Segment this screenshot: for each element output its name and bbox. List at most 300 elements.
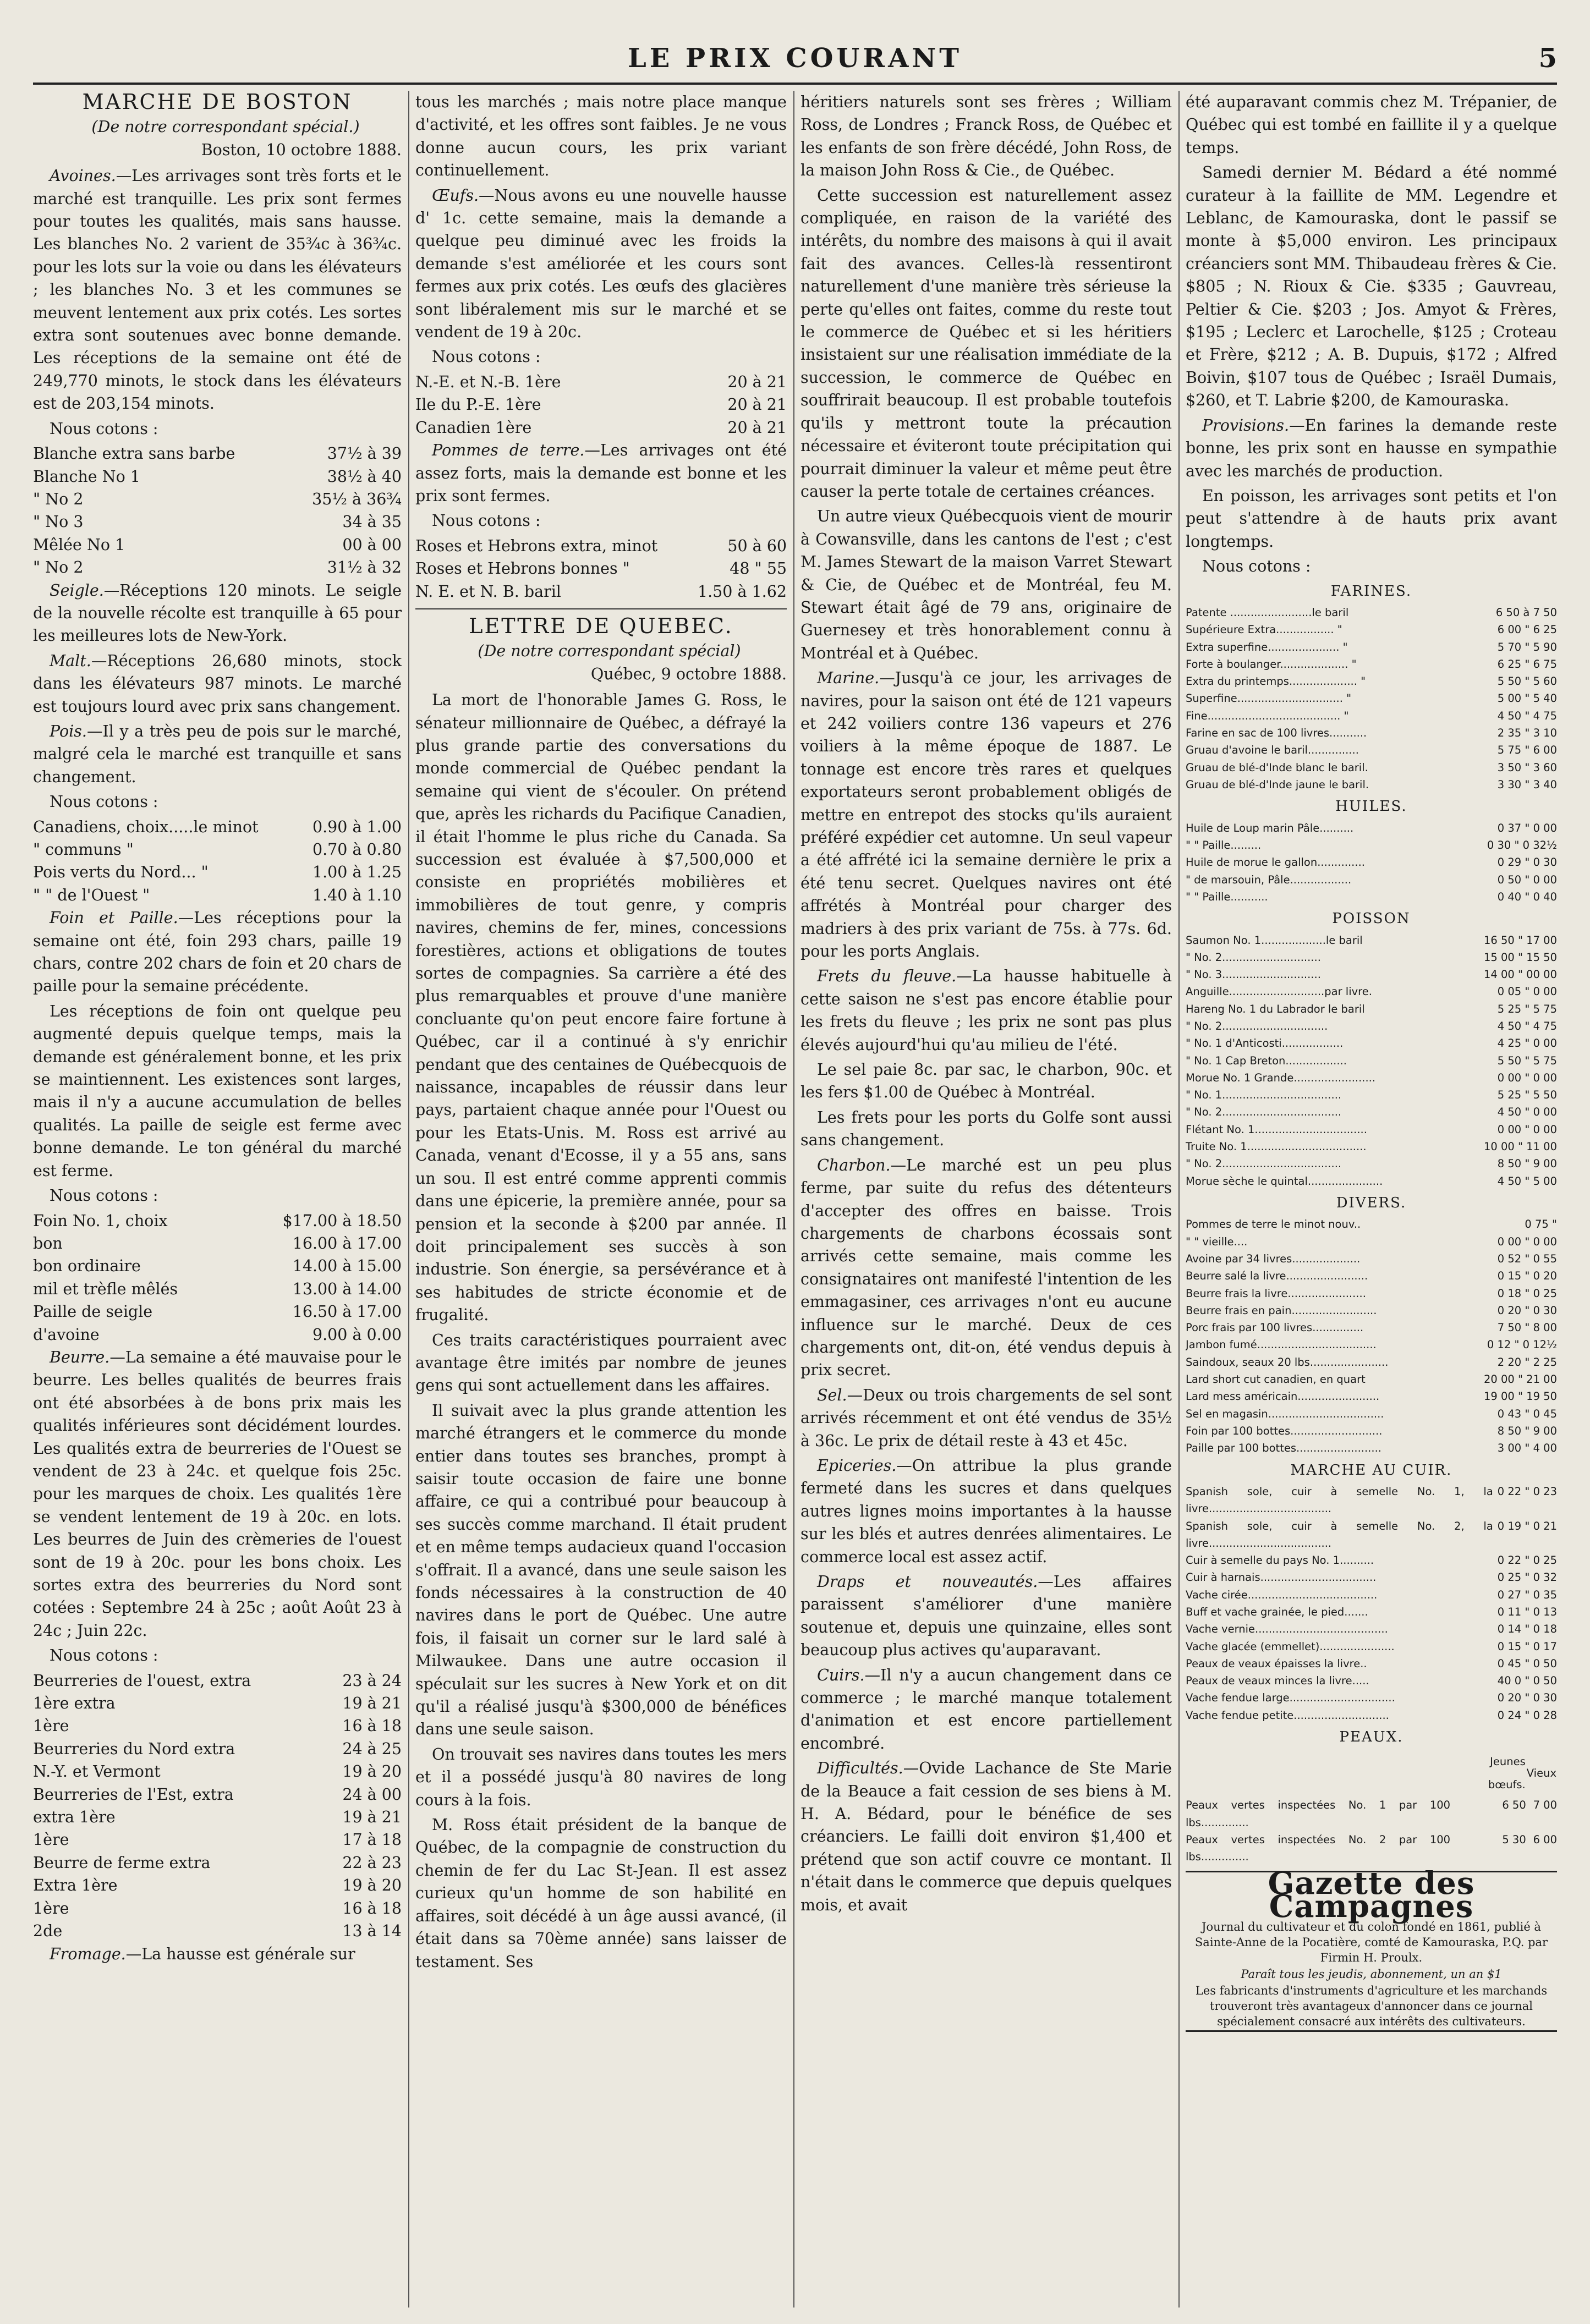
- price-value: 6 00 " 6 25: [1497, 623, 1557, 636]
- price-value: 16.00 à 17.00: [292, 1234, 402, 1252]
- price-value: $17.00 à 18.50: [282, 1211, 402, 1230]
- epiceries-paragraph: Epiceries.—On attribue la plus grande fermeté dans les sucres et dans quelques autres lignes moins importantes à la hausse sur les blés et autres denrées alimentaires. Le commerce local est assez actif.: [801, 1456, 1172, 1566]
- price-value: 2 20 " 2 25: [1497, 1355, 1557, 1369]
- huiles-heading: HUILES.: [1335, 798, 1407, 815]
- price-value: 1.50 à 1.62: [697, 582, 787, 601]
- price-label: extra 1ère: [33, 1808, 116, 1827]
- marine-paragraph: Marine.—Jusqu'à ce jour, les arrivages de navires, pour la saison ont été de 121 vapeurs et 242 voiliers contre 136 vapeurs et 276 voiliers à la même époque de 1887. Le tonnage est encore très rares et quelques exportateurs seront probablement obligés de mettre en entrepot des stocks qu'ils auraient préféré expédier cet automne. Un seul vapeur a été affrété ici la semaine dernière le prix a été tenu secret. Quelques navires ont été affrétés à Montréal pour charger des madriers à des prix variant de 75s. à 77s. 6d. pour les ports Anglais.: [801, 669, 1172, 961]
- price-label: Morue sèche le quintal......................: [1186, 1174, 1383, 1188]
- price-row: [1186, 1173, 1557, 1190]
- price-row: [33, 1232, 402, 1255]
- frets-paragraph: Frets du fleuve.—La hausse habituelle à cette saison ne s'est pas encore établie pour les frets du fleuve ; les prix ne sont pas plus élevés aujourd'hui qu'au milieu de l'été.: [801, 967, 1172, 1054]
- price-label: Lard mess américain........................: [1186, 1390, 1380, 1403]
- price-row: [1186, 1233, 1557, 1250]
- price-value: 7 00: [1533, 1799, 1557, 1812]
- price-row: [415, 416, 787, 439]
- price-row: [1186, 871, 1557, 888]
- nous-cotons: Nous cotons :: [50, 1186, 158, 1205]
- price-value: 19 à 20: [342, 1762, 402, 1781]
- price-row: [1186, 949, 1557, 966]
- gazette-title: Gazette des Campagnes: [1268, 1865, 1475, 1925]
- price-label: N.-Y. et Vermont: [33, 1762, 161, 1781]
- pommes-paragraph: Pommes de terre.—Les arrivages ont été assez forts, mais la demande est bonne et les prix sont fermes.: [415, 441, 787, 505]
- price-label: Porc frais par 100 livres...............: [1186, 1321, 1364, 1334]
- column-2: [415, 91, 787, 2307]
- price-value: 0 00 " 0 00: [1497, 1071, 1557, 1084]
- price-row: [1186, 1638, 1557, 1655]
- price-label: " No. 1 Cap Breton..................: [1186, 1054, 1347, 1067]
- price-value: 16 à 18: [342, 1717, 402, 1735]
- price-label: Vache fendue petite............................: [1186, 1708, 1389, 1722]
- column-rule: [1178, 91, 1180, 2307]
- price-label: Lard short cut canadien, en quart: [1186, 1373, 1366, 1386]
- difficultes-paragraph: Difficultés.—Ovide Lachance de Ste Marie de la Beauce a fait cession de ses biens à M. H. A. Bédard, pour le bénéfice de ses créanciers. Le failli doit environ $1,400 et prétend que son actif couvre ce montant. Il n'était dans le commerce que depuis quelques mois, et avait: [801, 1759, 1172, 1914]
- price-value: 35½ à 36¾: [312, 490, 402, 508]
- price-row: [1186, 1586, 1557, 1603]
- price-value: 50 à 60: [727, 536, 787, 555]
- price-label: Cuir à semelle du pays No. 1..........: [1186, 1554, 1374, 1567]
- pois-paragraph: Pois.—Il y a très peu de pois sur le marché, malgré cela le marché est tranquille et sans changement.: [33, 722, 402, 786]
- price-label: " de marsouin, Pâle..................: [1186, 873, 1352, 886]
- column-4: [1186, 91, 1557, 2307]
- price-value: 4 50 " 4 75: [1497, 709, 1557, 722]
- price-value: 0 00 " 0 00: [1497, 1235, 1557, 1248]
- price-value: 5 75 " 6 00: [1497, 744, 1557, 757]
- price-value: 5 25 " 5 50: [1497, 1089, 1557, 1102]
- price-row: [1186, 1336, 1557, 1353]
- article-paragraph: M. Ross était président de la banque de Québec, de la compagnie de construction du chemin de fer du Lac St-Jean. Il est assez curieux qu'un homme de son habilité en affaires, soit décédé à un âge aussi avancé, (il était dans sa 70ème année) sans laisser de testament. Ses: [415, 1816, 787, 1971]
- price-value: 0 19 " 0 21: [1497, 1519, 1557, 1532]
- price-value: 4 50 " 4 75: [1497, 1019, 1557, 1032]
- price-row: [1186, 1001, 1557, 1018]
- price-label: 1ère extra: [33, 1694, 116, 1713]
- price-value: 0 22 " 0 23: [1497, 1485, 1557, 1498]
- price-row: [1186, 1285, 1557, 1302]
- price-label: Vache glacée (emmellet)......................: [1186, 1640, 1395, 1653]
- price-value: 19 00 " 19 50: [1483, 1390, 1557, 1403]
- price-row: [33, 488, 402, 510]
- price-label: N. E. et N. B. baril: [415, 582, 561, 601]
- page-number: 5: [1538, 43, 1557, 74]
- price-row: [33, 816, 402, 838]
- price-row: [1186, 1138, 1557, 1155]
- price-value: 0.70 à 0.80: [312, 840, 402, 859]
- price-label: Beurreries de l'Est, extra: [33, 1785, 234, 1804]
- divers-heading: DIVERS.: [1336, 1194, 1407, 1211]
- price-row: [33, 556, 402, 579]
- price-label: Patente ........................le baril: [1186, 606, 1349, 619]
- price-value: 5 70 " 5 90: [1497, 640, 1557, 653]
- price-row: [415, 535, 787, 557]
- nous-cotons: Nous cotons :: [432, 512, 541, 530]
- price-label: Gruau d'avoine le baril...............: [1186, 744, 1359, 757]
- price-value: 0 52 " 0 55: [1497, 1252, 1557, 1265]
- lettre-subtitle: (De notre correspondant spécial): [478, 642, 741, 661]
- price-label: Roses et Hebrons bonnes ": [415, 559, 630, 578]
- price-value: 1.40 à 1.10: [312, 886, 402, 904]
- price-row: [1186, 741, 1557, 759]
- price-value: 00 à 00: [342, 535, 402, 554]
- price-value: 8 50 " 9 00: [1497, 1424, 1557, 1437]
- price-label: Buff et vache grainée, le pied.......: [1186, 1606, 1368, 1618]
- price-label: Beurreries de l'ouest, extra: [33, 1671, 251, 1690]
- price-label: Roses et Hebrons extra, minot: [415, 536, 658, 555]
- price-label: Beurre salé la livre........................: [1186, 1270, 1368, 1283]
- price-label: bon: [33, 1234, 63, 1252]
- price-value: 8 50 " 9 00: [1497, 1157, 1557, 1171]
- price-label: " " Paille...........: [1186, 890, 1268, 903]
- seigle-paragraph: Seigle.—Réceptions 120 minots. Le seigle de la nouvelle récolte est tranquille à 65 pour les meilleures lots de New-York.: [33, 581, 402, 645]
- price-label: " No. 2...................................: [1186, 1157, 1342, 1171]
- price-row: [33, 1715, 402, 1737]
- price-label: Beurre frais la livre.......................: [1186, 1287, 1366, 1300]
- price-value: 20 à 21: [727, 418, 787, 437]
- price-row: [1186, 673, 1557, 690]
- price-row: [1186, 1371, 1557, 1388]
- price-value: 2 35 " 3 10: [1497, 727, 1557, 740]
- price-label: Peaux de veaux épaisses la livre..: [1186, 1657, 1367, 1670]
- poisson-heading: POISSON: [1332, 910, 1411, 927]
- price-row: [1186, 983, 1557, 1000]
- fromage-paragraph: Fromage.—La hausse est générale sur: [50, 1944, 355, 1963]
- price-label: Pommes de terre le minot nouv..: [1186, 1218, 1361, 1231]
- price-label: Anguille............................par livre.: [1186, 985, 1372, 998]
- nous-cotons: Nous cotons :: [50, 1646, 158, 1665]
- price-row: [1186, 1267, 1557, 1284]
- beurre-price-table: [33, 1669, 402, 1943]
- price-value: 16 50 " 17 00: [1483, 933, 1557, 947]
- price-value: 0 50 " 0 00: [1497, 873, 1557, 886]
- foin-paragraph: Foin et Paille.—Les réceptions pour la semaine ont été, foin 293 chars, paille 19 chars, contre 202 chars de foin et 20 chars de paille pour la semaine précédente.: [33, 909, 402, 996]
- boston-subtitle: (De notre correspondant spécial.): [91, 118, 360, 136]
- price-label: Extra 1ère: [33, 1876, 118, 1895]
- article-paragraph: Ces traits caractéristiques pourraient avec avantage être imités par nombre de jeunes gens qui sont actuellement dans les affaires.: [415, 1331, 787, 1395]
- price-row: [33, 1851, 402, 1874]
- peaux-col-header: Jeunes bœufs.: [1488, 1755, 1526, 1791]
- price-row: [1186, 1302, 1557, 1319]
- price-row: [1186, 1620, 1557, 1638]
- peaux-heading: PEAUX.: [1339, 1729, 1403, 1746]
- price-label: Huile de morue le gallon..............: [1186, 856, 1365, 869]
- price-label: Canadiens, choix.....le minot: [33, 817, 259, 836]
- price-value: 48 " 55: [730, 559, 787, 578]
- price-value: 19 à 21: [342, 1808, 402, 1827]
- price-label: Paille de seigle: [33, 1303, 153, 1321]
- price-label: Gruau de blé-d'Inde blanc le baril.: [1186, 761, 1368, 774]
- nous-cotons: Nous cotons :: [432, 348, 541, 366]
- peaux-row: [1186, 1831, 1557, 1866]
- price-value: 34 à 35: [342, 513, 402, 531]
- price-label: Canadien 1ère: [415, 418, 532, 437]
- price-value: 22 à 23: [342, 1853, 402, 1872]
- price-label: " No 2: [33, 558, 84, 577]
- price-value: 37½ à 39: [327, 444, 402, 463]
- price-label: Superfine............................... ": [1186, 692, 1352, 705]
- price-label: 1ère: [33, 1831, 69, 1849]
- price-row: [33, 1210, 402, 1232]
- lettre-date: Québec, 9 octobre 1888.: [590, 664, 787, 683]
- masthead: [33, 33, 1557, 85]
- farines-table: [1186, 604, 1557, 793]
- malt-paragraph: Malt.—Réceptions 26,680 minots, stock dans les élévateurs 987 minots. Le marché est toujours lourd avec prix sans changement.: [33, 651, 402, 716]
- price-value: 5 50 " 5 75: [1497, 1054, 1557, 1067]
- price-label: " No. 3.............................: [1186, 968, 1321, 981]
- price-label: Spanish sole, cuir à semelle No. 1, la livre....................................: [1186, 1485, 1493, 1515]
- price-label: " No. 2.............................: [1186, 951, 1321, 964]
- price-row: [1186, 1354, 1557, 1371]
- price-row: [1186, 1250, 1557, 1267]
- price-row: [33, 861, 402, 883]
- price-label: Blanche No 1: [33, 467, 140, 486]
- price-row: [1186, 1483, 1557, 1518]
- price-value: 5 50 " 5 60: [1497, 675, 1557, 688]
- price-value: 0 24 " 0 28: [1497, 1708, 1557, 1722]
- price-value: 0 00 " 0 00: [1497, 1123, 1557, 1136]
- price-value: 40 0 " 0 50: [1497, 1674, 1557, 1688]
- price-row: [1186, 1655, 1557, 1672]
- price-label: Blanche extra sans barbe: [33, 444, 235, 463]
- price-value: 14.00 à 15.00: [292, 1257, 402, 1276]
- price-label: Pois verts du Nord... ": [33, 863, 209, 882]
- beurre-paragraph: Beurre.—La semaine a été mauvaise pour le beurre. Les belles qualités de beurres frais ont été absorbées à de bons prix mais les qualités inférieures sont décidément lourdes. Les qualités extra de beurreries de l'Ouest se vendent de 23 à 24c. et quelque fois 25c. pour les marques de choix. Les qualités 1ère se vendent lentement de 19 à 20c. en lots. Les beurres de Juin des crèmeries de l'ouest sont de 19 à 20c. pour les bons choix. Les sortes extra des beurreries du Nord sont cotées : Septembre 24 à 25c ; août Août 23 à 24c ; Juin 22c.: [33, 1348, 402, 1640]
- price-row: [1186, 1155, 1557, 1172]
- price-row: [33, 1669, 402, 1692]
- price-label: Gruau de blé-d'Inde jaune le baril.: [1186, 778, 1369, 791]
- price-label: Morue No. 1 Grande........................: [1186, 1071, 1376, 1084]
- poisson-table: [1186, 932, 1557, 1190]
- price-label: Supérieure Extra................. ": [1186, 623, 1342, 636]
- poisson-paragraph: En poisson, les arrivages sont petits et l'on peut s'attendre à de hauts prix avant longtemps.: [1186, 486, 1557, 551]
- foin-paragraph-2: Les réceptions de foin ont quelque peu augmenté depuis quelque temps, mais la demande est généralement bonne, et les prix se maintiennent. Les existences sont larges, mais il n'y a aucune accumulation de belles qualités. La paille de seigle est ferme avec bonne demande. Le ton général du marché est ferme.: [33, 1002, 402, 1180]
- price-row: [1186, 1422, 1557, 1440]
- price-label: Jambon fumé...................................: [1186, 1338, 1377, 1351]
- price-value: 3 00 " 4 00: [1497, 1442, 1557, 1455]
- frets-paragraph-2: Le sel paie 8c. par sac, le charbon, 90c. et les fers $1.00 de Québec à Montréal.: [801, 1061, 1172, 1102]
- price-row: [1186, 707, 1557, 724]
- price-label: Extra superfine..................... ": [1186, 640, 1348, 653]
- boston-date: Boston, 10 octobre 1888.: [201, 140, 402, 159]
- price-row: [33, 1278, 402, 1300]
- frets-paragraph-3: Les frets pour les ports du Golfe sont aussi sans changement.: [801, 1108, 1172, 1150]
- article-paragraph: Il suivait avec la plus grande attention les marché étrangers et le commerce du monde entier dans toutes ses branches, prompt à saisir toute occasion de faire une bonne affaire, ce qui a contribué pour beaucoup à ses succès comme marchand. Il était prudent et en même temps audacieux quand l'occasion s'offrait. Il a avancé, dans une seule saison les fonds nécessaires à la construction de 40 navires dans le port de Québec. Une autre fois, il faisait un corner sur le lard salé à Milwaukee. Dans une autre occasion il spéculait sur les sucres à New York et on dit qu'il a réalisé jusqu'à $300,000 de bénéfices dans une seule saison.: [415, 1401, 787, 1739]
- price-row: [1186, 1121, 1557, 1138]
- price-label: Saindoux, seaux 20 lbs.......................: [1186, 1355, 1389, 1369]
- article-paragraph: La mort de l'honorable James G. Ross, le sénateur millionnaire de Québec, a défrayé la plus grande partie des conversations du monde commercial de Québec pendant la semaine qui vient de s'écouler. On prétend que, après les richards du Pacifique Canadien, il était l'homme le plus riche du Canada. Sa succession est évaluée à $7,500,000 et consiste en propriétés mobilières et immobilières de tout genre, y compris navires, chemins de fer, mines, concessions forestières, actions et obligations de toutes sortes de compagnies. Sa carrière a été des plus remarquables et prouve d'une manière concluante qu'on peut encore faire fortune à Québec, car il a continué à s'y enrichir pendant que des centaines de Québecquois de naissance, incapables de réussir dans leur pays, partaient chaque année pour l'Ouest ou pour les Etats-Unis. M. Ross est arrivé au Canada, venant d'Ecosse, il y a 55 ans, sans un sou. Il est entré comme apprenti commis dans une épicerie, la première année, pour sa pension et la seconde à $200 par année. Il doit principalement ses succès à son industrie. Son énergie, sa persévérance et à ses habitudes de stricte économie et de frugalité.: [415, 691, 787, 1325]
- newspaper-title: LE PRIX COURANT: [627, 43, 963, 74]
- price-row: [1186, 966, 1557, 983]
- cuir-table: [1186, 1483, 1557, 1724]
- price-row: [1186, 1319, 1557, 1336]
- price-label: Paille par 100 bottes.........................: [1186, 1442, 1381, 1455]
- price-label: Sel en magasin..................................: [1186, 1407, 1384, 1420]
- price-value: 0 37 " 0 00: [1497, 821, 1557, 834]
- price-row: [1186, 724, 1557, 741]
- price-label: Extra du printemps.................... ": [1186, 675, 1366, 688]
- price-label: " communs ": [33, 840, 134, 859]
- price-value: 4 50 " 0 00: [1497, 1106, 1557, 1119]
- peaux-table: [1186, 1750, 1557, 1865]
- price-label: Beurre frais en pain.........................: [1186, 1304, 1377, 1317]
- price-value: 6 50: [1502, 1799, 1526, 1812]
- divers-table: [1186, 1216, 1557, 1457]
- pommes-price-table: [415, 535, 787, 603]
- price-label: Beurre de ferme extra: [33, 1853, 211, 1872]
- boston-heading: MARCHE DE BOSTON: [82, 91, 353, 114]
- price-row: [1186, 1672, 1557, 1689]
- pois-price-table: [33, 816, 402, 907]
- price-row: [1186, 1052, 1557, 1069]
- price-value: 0 15 " 0 17: [1497, 1640, 1557, 1653]
- price-row: [33, 1323, 402, 1346]
- price-value: 4 25 " 0 00: [1497, 1037, 1557, 1050]
- price-value: 0 45 " 0 50: [1497, 1657, 1557, 1670]
- price-row: [33, 510, 402, 533]
- price-row: [415, 557, 787, 580]
- article-paragraph: Cette succession est naturellement assez compliquée, en raison de la variété des intérêts, du nombre des maisons à qui il avait fait des avances. Celles-là ressentiront naturellement d'une manière très sérieuse la perte qu'elles ont faites, comme du reste tout le commerce de Québec et si les héritiers insistaient sur une réalisation immédiate de la succession, le commerce de Québec en souffrirait beaucoup. Il est probable toutefois qu'ils y mettront toute la précaution nécessaire et éviteront toute précipitation qui pourrait diminuer la valeur et même peut être causer la perte totale de certaines créances.: [801, 186, 1172, 501]
- lettre-heading: LETTRE DE QUEBEC.: [469, 613, 733, 638]
- price-value: 14 00 " 00 00: [1483, 968, 1557, 981]
- peaux-col-header: Vieux: [1526, 1767, 1556, 1780]
- price-value: 20 00 " 21 00: [1483, 1373, 1557, 1386]
- price-row: [1186, 776, 1557, 793]
- sel-paragraph: Sel.—Deux ou trois chargements de sel sont arrivés récemment et ont été vendus de 35½ à 36c. Le prix de détail reste à 43 et 45c.: [801, 1386, 1172, 1450]
- price-value: 13.00 à 14.00: [292, 1279, 402, 1298]
- price-label: Truite No. 1...................................: [1186, 1140, 1367, 1153]
- price-value: 20 à 21: [727, 372, 787, 391]
- price-row: [415, 393, 787, 416]
- continued-paragraph: tous les marchés ; mais notre place manque d'activité, et les offres sont faibles. Je ne vous donne aucun cours, les prix variant continuellement.: [415, 93, 787, 180]
- price-value: 24 à 00: [342, 1785, 402, 1804]
- price-label: Peaux vertes inspectées No. 2 par 100 lbs..............: [1186, 1833, 1451, 1864]
- price-row: [1186, 604, 1557, 621]
- price-row: [1186, 656, 1557, 673]
- price-value: 6 50 à 7 50: [1495, 606, 1557, 619]
- price-label: Beurreries du Nord extra: [33, 1739, 235, 1758]
- gazette-advertisement: [1186, 1865, 1557, 2032]
- cuirs-paragraph: Cuirs.—Il n'y a aucun changement dans ce commerce ; le marché manque totalement d'animation et est encore partiellement encombré.: [801, 1666, 1172, 1752]
- price-value: 15 00 " 15 50: [1483, 951, 1557, 964]
- price-label: Foin No. 1, choix: [33, 1211, 168, 1230]
- price-row: [1186, 1388, 1557, 1405]
- price-value: 0 40 " 0 40: [1497, 890, 1557, 903]
- price-label: Cuir à harnais..................................: [1186, 1571, 1377, 1584]
- price-value: 3 30 " 3 40: [1497, 778, 1557, 791]
- price-label: Forte à boulanger.................... ": [1186, 657, 1357, 671]
- price-row: [33, 1692, 402, 1715]
- price-value: 6 00: [1533, 1833, 1557, 1846]
- price-label: Ile du P.-E. 1ère: [415, 395, 541, 414]
- price-value: 0 15 " 0 20: [1497, 1270, 1557, 1283]
- price-row: [1186, 1103, 1557, 1120]
- price-label: Hareng No. 1 du Labrador le baril: [1186, 1002, 1365, 1015]
- price-value: 16.50 à 17.00: [292, 1303, 402, 1321]
- price-value: 0.90 à 1.00: [312, 817, 402, 836]
- price-value: 24 à 25: [342, 1739, 402, 1758]
- price-label: d'avoine: [33, 1325, 100, 1344]
- price-value: 3 50 " 3 60: [1497, 761, 1557, 774]
- price-row: [1186, 1689, 1557, 1706]
- price-label: Avoine par 34 livres....................: [1186, 1252, 1361, 1265]
- price-label: " No. 1...................................: [1186, 1089, 1342, 1102]
- price-row: [1186, 1569, 1557, 1586]
- price-value: 0 11 " 0 13: [1497, 1606, 1557, 1618]
- price-row: [1186, 1603, 1557, 1620]
- price-row: [1186, 854, 1557, 871]
- price-label: Saumon No. 1...................le baril: [1186, 933, 1363, 947]
- price-row: [1186, 1552, 1557, 1569]
- price-label: Flétant No. 1.................................: [1186, 1123, 1367, 1136]
- draps-paragraph: Draps et nouveautés.—Les affaires paraissent s'améliorer d'une manière soutenue et, depuis une quinzaine, elles sont beaucoup plus actives qu'auparavant.: [801, 1573, 1172, 1660]
- price-row: [1186, 1405, 1557, 1422]
- price-label: Foin par 100 bottes...........................: [1186, 1424, 1383, 1437]
- price-label: mil et trèfle mêlés: [33, 1279, 178, 1298]
- price-value: 0 75 ": [1525, 1218, 1557, 1231]
- price-value: 31½ à 32: [327, 558, 402, 577]
- continued-paragraph: héritiers naturels sont ses frères ; William Ross, de Londres ; Franck Ross, de Québec et les enfants de son frère décédé, John Ross, de la maison John Ross & Cie., de Québec.: [801, 93, 1172, 180]
- price-row: [1186, 1035, 1557, 1052]
- price-label: Mêlée No 1: [33, 535, 125, 554]
- price-value: 0 05 " 0 00: [1497, 985, 1557, 998]
- price-label: " " vieille....: [1186, 1235, 1248, 1248]
- price-row: [1186, 759, 1557, 776]
- charbon-paragraph: Charbon.—Le marché est un peu plus ferme, par suite du refus des détenteurs d'accepter des offres en baisse. Trois chargements de charbons écossais sont arrivés cette semaine, mais comme les consignataires ont manifesté l'intention de les emmagasiner, ces arrivages n'ont eu aucune influence sur le marché. Deux de ces chargements ont, dit-on, été vendus depuis à prix secret.: [801, 1156, 1172, 1380]
- oeufs-paragraph: Œufs.—Nous avons eu une nouvelle hausse d' 1c. cette semaine, mais la demande a quelque peu diminué avec les froids la demande s'est améliorée et les cours sont fermes aux prix cotés. Les œufs des glacières sont libéralement mis sur le marché et se vendent de 19 à 20c.: [415, 186, 787, 342]
- price-label: 1ère: [33, 1717, 69, 1735]
- price-row: [33, 534, 402, 556]
- price-row: [1186, 1707, 1557, 1724]
- price-row: [33, 1255, 402, 1277]
- price-row: [1186, 1518, 1557, 1552]
- price-row: [1186, 932, 1557, 949]
- price-row: [33, 838, 402, 861]
- price-value: 0 20 " 0 30: [1497, 1691, 1557, 1705]
- price-label: " " de l'Ouest ": [33, 886, 150, 904]
- price-label: Huile de Loup marin Pâle..........: [1186, 821, 1354, 834]
- price-row: [33, 1874, 402, 1897]
- price-value: 38½ à 40: [327, 467, 402, 486]
- price-value: 0 25 " 0 32: [1497, 1571, 1557, 1584]
- continued-paragraph: été auparavant commis chez M. Trépanier, de Québec qui est tombé en faillite il y a quelque temps.: [1186, 93, 1557, 157]
- price-value: 10 00 " 11 00: [1483, 1140, 1557, 1153]
- article-paragraph: Un autre vieux Québecquois vient de mourir à Cowansville, dans les cantons de l'est ; c'est M. James Stewart de la maison Varret Stewart & Cie, de Québec et de Montréal, feu M. Stewart était âgé de 79 ans, originaire de Guernesey et très honorablement connu à Montréal et à Québec.: [801, 507, 1172, 662]
- price-label: Fine....................................... ": [1186, 709, 1349, 722]
- price-value: 19 à 21: [342, 1694, 402, 1713]
- price-row: [33, 1760, 402, 1783]
- price-row: [1186, 837, 1557, 854]
- price-label: 2de: [33, 1922, 63, 1941]
- nous-cotons: Nous cotons :: [1202, 557, 1311, 576]
- price-row: [1186, 1086, 1557, 1103]
- gazette-line: Journal du cultivateur et du colon fondé en 1861, publié à Sainte-Anne de la Pocatière, comté de Kamouraska, P.Q. par Firmin H. Proulx.: [1194, 1920, 1548, 1965]
- price-value: 4 50 " 5 00: [1497, 1174, 1557, 1188]
- oeufs-price-table: [415, 371, 787, 439]
- price-label: Peaux de veaux minces la livre.....: [1186, 1674, 1369, 1688]
- farines-heading: FARINES.: [1330, 583, 1412, 600]
- price-label: Spanish sole, cuir à semelle No. 2, la livre....................................: [1186, 1519, 1493, 1550]
- price-label: " " Paille.........: [1186, 838, 1262, 851]
- gazette-line: Les fabricants d'instruments d'agriculture et les marchands trouveront très avantageux d'annoncer dans ce journal spécialement consacré aux intérêts des cultivateurs.: [1195, 1984, 1548, 2029]
- peaux-row: [1186, 1796, 1557, 1831]
- price-row: [1186, 1069, 1557, 1086]
- price-label: Peaux vertes inspectées No. 1 par 100 lbs..............: [1186, 1799, 1451, 1829]
- avoine-price-table: [33, 442, 402, 579]
- column-rule: [408, 91, 409, 2307]
- nous-cotons: Nous cotons :: [50, 419, 158, 438]
- price-value: 0 43 " 0 45: [1497, 1407, 1557, 1420]
- section-divider: [415, 608, 787, 609]
- price-row: [415, 580, 787, 603]
- price-row: [33, 1300, 402, 1323]
